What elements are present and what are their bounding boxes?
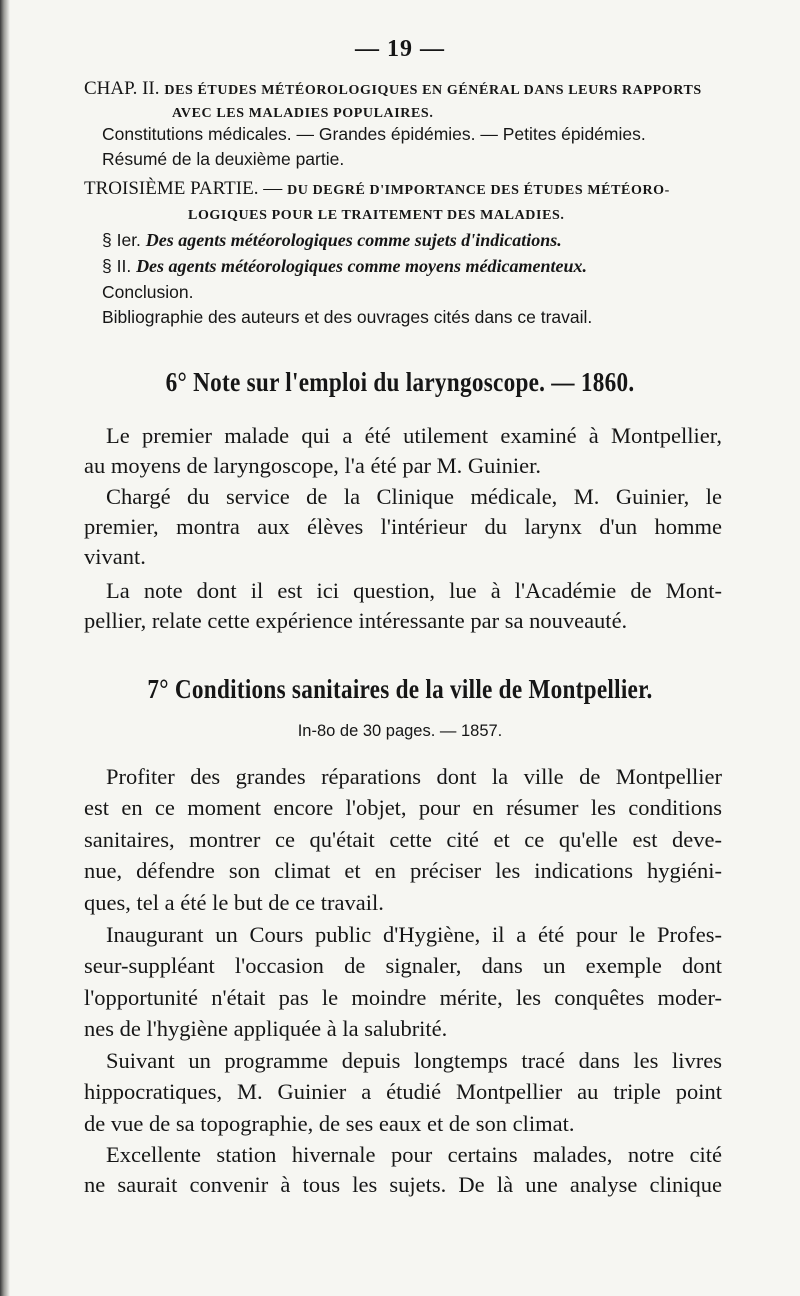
toc-section-2-mark: § II. <box>102 256 132 276</box>
toc-part3-title: DU DEGRÉ D'IMPORTANCE DES ÉTUDES MÉTÉORO- <box>287 183 670 198</box>
section-6-line: au moyens de laryngoscope, l'a été par M. Guinier. <box>84 453 542 478</box>
toc-section-1-title: Des agents météorologiques comme sujets d'indications. <box>145 230 562 250</box>
section-6-line: Le premier malade qui a été utilement examiné à Montpellier, <box>106 423 722 448</box>
section-7-line: nes de l'hygiène appliquée à la salubrité. <box>84 1016 448 1041</box>
toc-part3-title-cont: LOGIQUES POUR LE TRAITEMENT DES MALADIES. <box>188 208 565 223</box>
section-7-line: Excellente station hivernale pour certains malades, notre cité <box>106 1142 722 1167</box>
section-6-line: premier, montra aux élèves l'intérieur du larynx d'un homme <box>84 514 722 539</box>
section-6-line: La note dont il est ici question, lue à l'Académie de Mont- <box>106 578 722 603</box>
section-6-line: pellier, relate cette expérience intéressante par sa nouveauté. <box>84 608 628 633</box>
section-6-heading: 6° Note sur l'emploi du laryngoscope. — 1860. <box>165 367 635 397</box>
toc-section-2 <box>102 256 587 277</box>
section-7-heading: 7° Conditions sanitaires de la ville de Montpellier. <box>147 674 653 704</box>
toc-chap2-line <box>84 78 702 100</box>
section-7-line: nue, défendre son climat et en préciser les indications hygiéni- <box>84 858 722 883</box>
toc-bibliographie: Bibliographie des auteurs et des ouvrages cités dans ce travail. <box>102 307 593 327</box>
toc-item-resume: Résumé de la deuxième partie. <box>102 149 345 169</box>
section-7-line: hippocratiques, M. Guinier a étudié Montpellier au triple point <box>84 1079 722 1104</box>
section-7-line: l'opportunité n'était pas le moindre mérite, les conquêtes moder- <box>84 985 722 1010</box>
toc-chap2-title-cont: AVEC LES MALADIES POPULAIRES. <box>172 106 434 121</box>
toc-chap2-line-2 <box>172 101 433 122</box>
section-7-line: Suivant un programme depuis longtemps tracé dans les livres <box>106 1048 722 1073</box>
toc-conclusion: Conclusion. <box>102 282 194 302</box>
section-7-line: Inaugurant un Cours public d'Hygiène, il a été pour le Profes- <box>106 922 722 947</box>
section-7-line: ne saurait convenir à tous les sujets. De là une analyse clinique <box>84 1172 722 1197</box>
binding-shadow <box>0 0 10 1296</box>
toc-section-2-title: Des agents météorologiques comme moyens médicamenteux. <box>136 256 588 276</box>
section-6-line: Chargé du service de la Clinique médicale, M. Guinier, le <box>106 484 722 509</box>
section-7-line: Profiter des grandes réparations dont la ville de Montpellier <box>106 764 722 789</box>
section-7-subline: In-8o de 30 pages. — 1857. <box>297 722 503 740</box>
section-7-line: seur-suppléant l'occasion de signaler, dans un exemple dont <box>84 953 722 978</box>
toc-chap2-label: CHAP. II. <box>84 78 160 99</box>
page-number: — 19 — <box>355 36 445 62</box>
toc-chap2-title: DES ÉTUDES MÉTÉOROLOGIQUES EN GÉNÉRAL DANS LEURS RAPPORTS <box>164 83 702 98</box>
section-7-line: ques, tel a été le but de ce travail. <box>84 890 384 915</box>
section-7-line: est en ce moment encore l'objet, pour en résumer les conditions <box>84 795 722 820</box>
toc-part3-line <box>84 178 670 200</box>
toc-part3-line-2 <box>188 203 565 224</box>
toc-item-constitutions: Constitutions médicales. — Grandes épidémies. — Petites épidémies. <box>102 124 646 144</box>
section-6-line: vivant. <box>84 544 146 569</box>
toc-part3-label: TROISIÈME PARTIE. — <box>84 178 283 199</box>
toc-section-1-mark: § Ier. <box>102 230 141 250</box>
section-7-line: de vue de sa topographie, de ses eaux et de son climat. <box>84 1111 575 1136</box>
section-7-line: sanitaires, montrer ce qu'était cette cité et ce qu'elle est deve- <box>84 827 722 852</box>
toc-section-1 <box>102 230 562 251</box>
